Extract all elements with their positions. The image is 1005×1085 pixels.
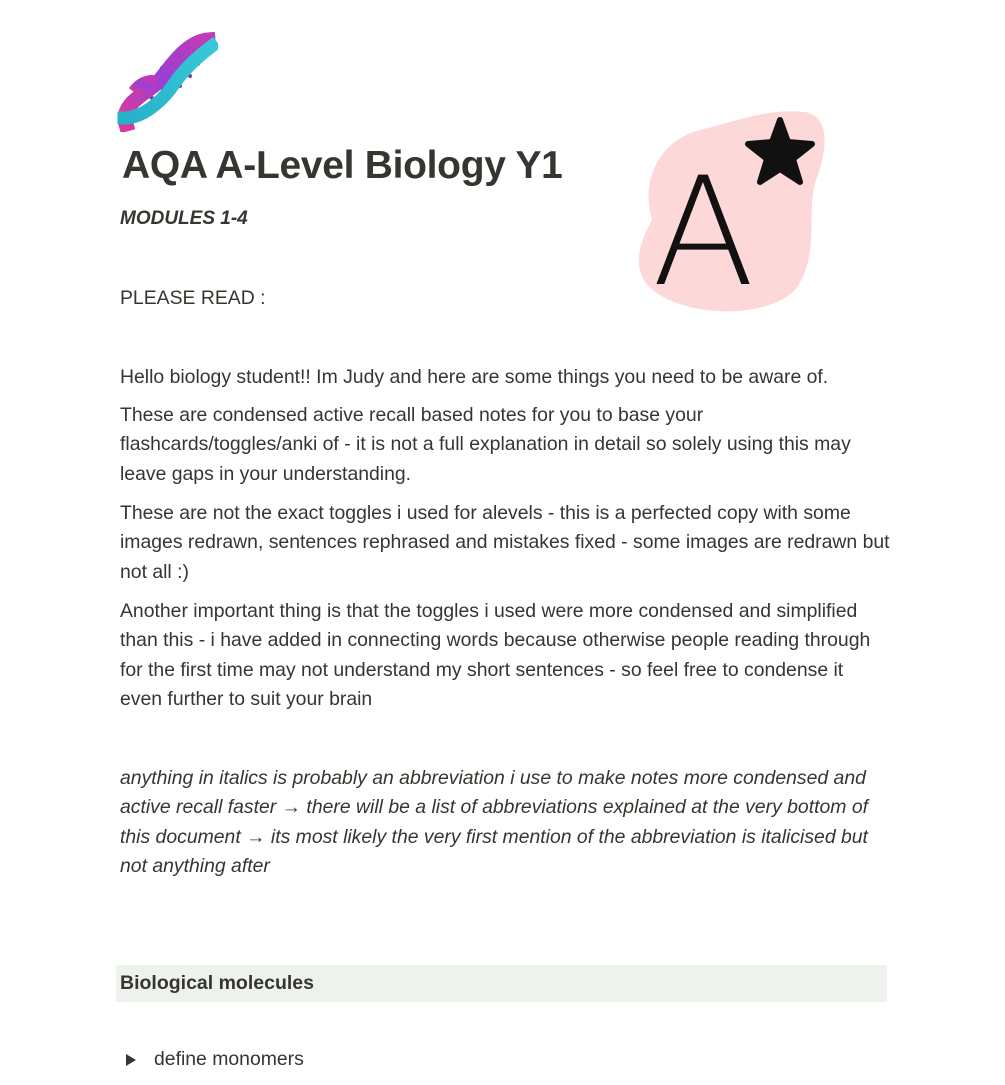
please-read-label: PLEASE READ : [120, 287, 266, 309]
grade-letter: A [652, 146, 755, 320]
section-title: Biological molecules [120, 972, 314, 994]
page-subtitle: MODULES 1-4 [120, 208, 248, 229]
intro-paragraph: These are not the exact toggles i used for alevels - this is a perfected copy with some images redrawn, sentences rephrased and mistakes fixed - some images are redrawn but not all :) [120, 502, 890, 583]
section-header [116, 965, 887, 1002]
toggle-define-monomers[interactable] [126, 1048, 304, 1071]
dna-icon [116, 32, 218, 132]
abbreviation-note: anything in italics is probably an abbreviation i use to make notes more condensed and active recall faster → there will be a list of abbreviations explained at the very bottom of this document → its most likely the very first mention of the abbreviation is italicised but not anything after [120, 767, 868, 877]
intro-paragraph: Another important thing is that the toggles i used were more condensed and simplified than this - i have added in connecting words because otherwise people reading through for the first time may not understand my short sentences - so feel free to condense it even further to suit your brain [120, 600, 871, 710]
page-title: AQA A-Level Biology Y1 [122, 144, 563, 187]
intro-paragraph: Hello biology student!! Im Judy and here are some things you need to be aware of. [120, 366, 829, 388]
toggle-label: define monomers [154, 1048, 304, 1070]
intro-paragraph: These are condensed active recall based notes for you to base your flashcards/toggles/anki of - it is not a full explanation in detail so solely using this may leave gaps in your understanding. [120, 404, 851, 485]
toggle-arrow-icon[interactable] [126, 1054, 136, 1066]
